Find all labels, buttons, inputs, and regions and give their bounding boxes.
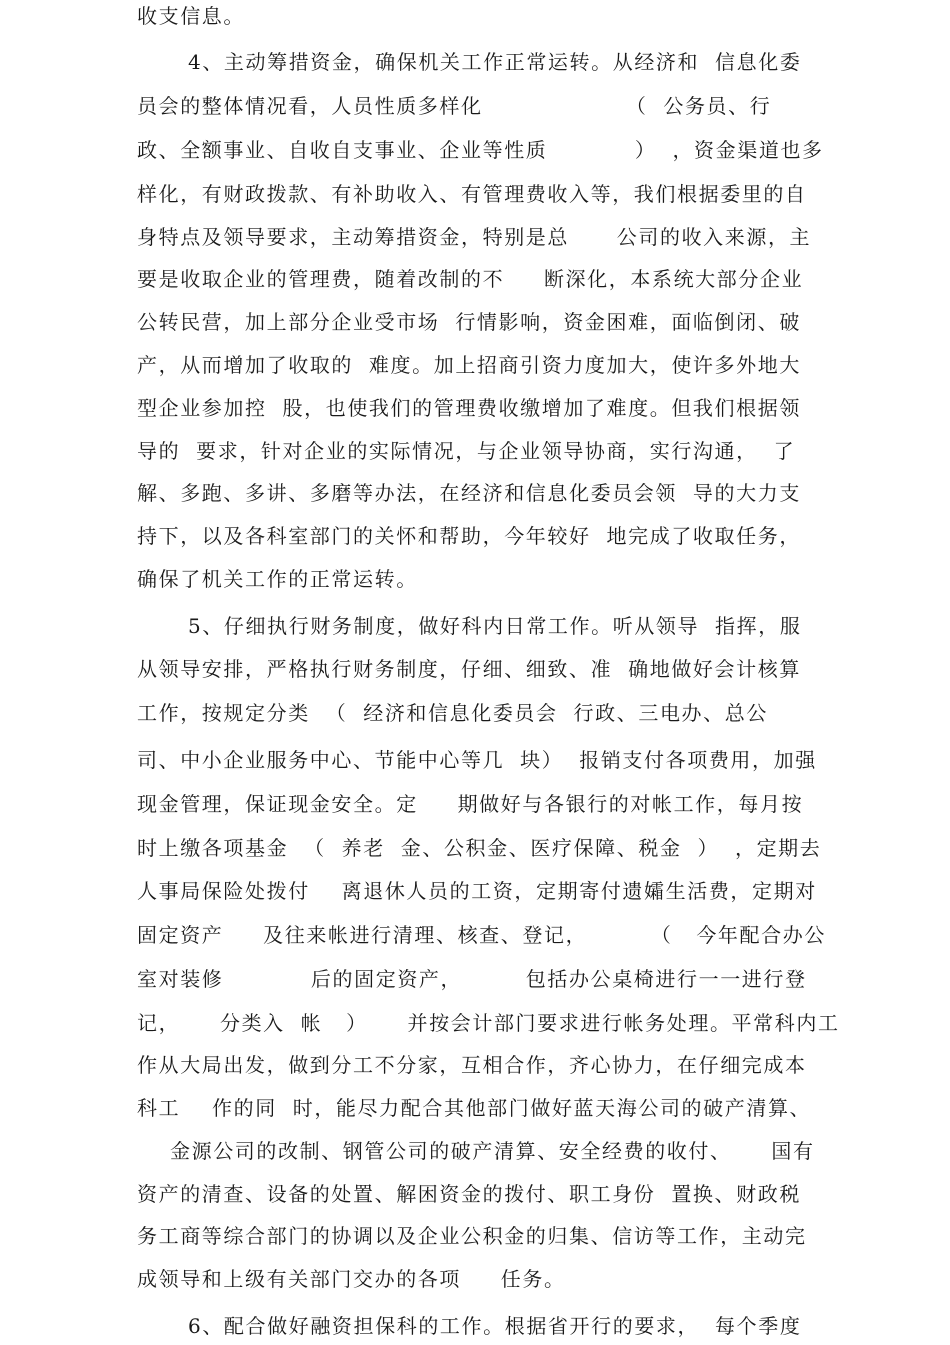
text-line: 收支信息。	[137, 4, 245, 28]
text-line: 样化，有财政拨款、有补助收入、有管理费收入等，我们根据委里的自	[137, 182, 807, 206]
text-line: 从领导安排，严格执行财务制度，仔细、细致、准 确地做好会计核算	[137, 657, 801, 681]
text-line: 持下，以及各科室部门的关怀和帮助，今年较好 地完成了收取任务，	[137, 524, 801, 548]
text-line: 要是收取企业的管理费，随着改制的不 断深化，本系统大部分企业	[137, 267, 804, 291]
text-line: 公转民营，加上部分企业受市场 行情影响，资金困难，面临倒闭、破	[137, 310, 801, 334]
text-line: 人事局保险处拨付 离退休人员的工资，定期寄付遗孀生活费，定期对	[137, 879, 817, 903]
text-line: 6、配合做好融资担保科的工作。根据省开行的要求， 每个季度	[188, 1314, 802, 1338]
text-line: 时上缴各项基金 （ 养老 金、公积金、医疗保障、税金 ） ，定期去	[137, 836, 822, 860]
text-line: 科工 作的同 时，能尽力配合其他部门做好蓝天海公司的破产清算、	[137, 1096, 812, 1120]
text-line: 5、仔细执行财务制度，做好科内日常工作。听从领导 指挥，服	[188, 614, 802, 638]
text-line: 成领导和上级有关部门交办的各项 任务。	[137, 1267, 566, 1291]
text-line: 资产的清查、设备的处置、解困资金的拨付、职工身份 置换、财政税	[137, 1182, 801, 1206]
text-line: 导的 要求，针对企业的实际情况，与企业领导协商，实行沟通， 了	[137, 439, 796, 463]
text-line: 记， 分类入 帐 ） 并按会计部门要求进行帐务处理。平常科内工	[137, 1011, 840, 1035]
text-line: 工作，按规定分类 （ 经济和信息化委员会 行政、三电办、总公	[137, 701, 768, 725]
text-line: 产，从而增加了收取的 难度。加上招商引资力度加大，使许多外地大	[137, 353, 801, 377]
text-line: 现金管理，保证现金安全。定 期做好与各银行的对帐工作，每月按	[137, 792, 804, 816]
text-line: 金源公司的改制、钢管公司的破产清算、安全经费的收付、 国有	[170, 1139, 815, 1163]
text-line: 室对装修 后的固定资产， 包括办公桌椅进行一一进行登	[137, 967, 807, 991]
text-line: 作从大局出发，做到分工不分家，互相合作，齐心协力，在仔细完成本	[137, 1053, 807, 1077]
text-line: 政、全额事业、自收自支事业、企业等性质 ） ，资金渠道也多	[137, 138, 824, 162]
text-line: 员会的整体情况看，人员性质多样化 （ 公务员、行	[137, 94, 772, 118]
text-line: 解、多跑、多讲、多磨等办法，在经济和信息化委员会领 导的大力支	[137, 481, 801, 505]
text-line: 务工商等综合部门的协调以及企业公积金的归集、信访等工作，主动完	[137, 1224, 807, 1248]
text-line: 固定资产 及往来帐进行清理、核查、登记， （ 今年配合办公	[137, 923, 826, 947]
text-line: 型企业参加控 股，也使我们的管理费收缴增加了难度。但我们根据领	[137, 396, 801, 420]
text-line: 司、中小企业服务中心、节能中心等几 块） 报销支付各项费用，加强	[137, 748, 817, 772]
text-line: 4、主动筹措资金，确保机关工作正常运转。从经济和 信息化委	[188, 50, 802, 74]
text-line: 身特点及领导要求，主动筹措资金，特别是总 公司的收入来源，主	[137, 225, 812, 249]
text-line: 确保了机关工作的正常运转。	[137, 567, 418, 591]
